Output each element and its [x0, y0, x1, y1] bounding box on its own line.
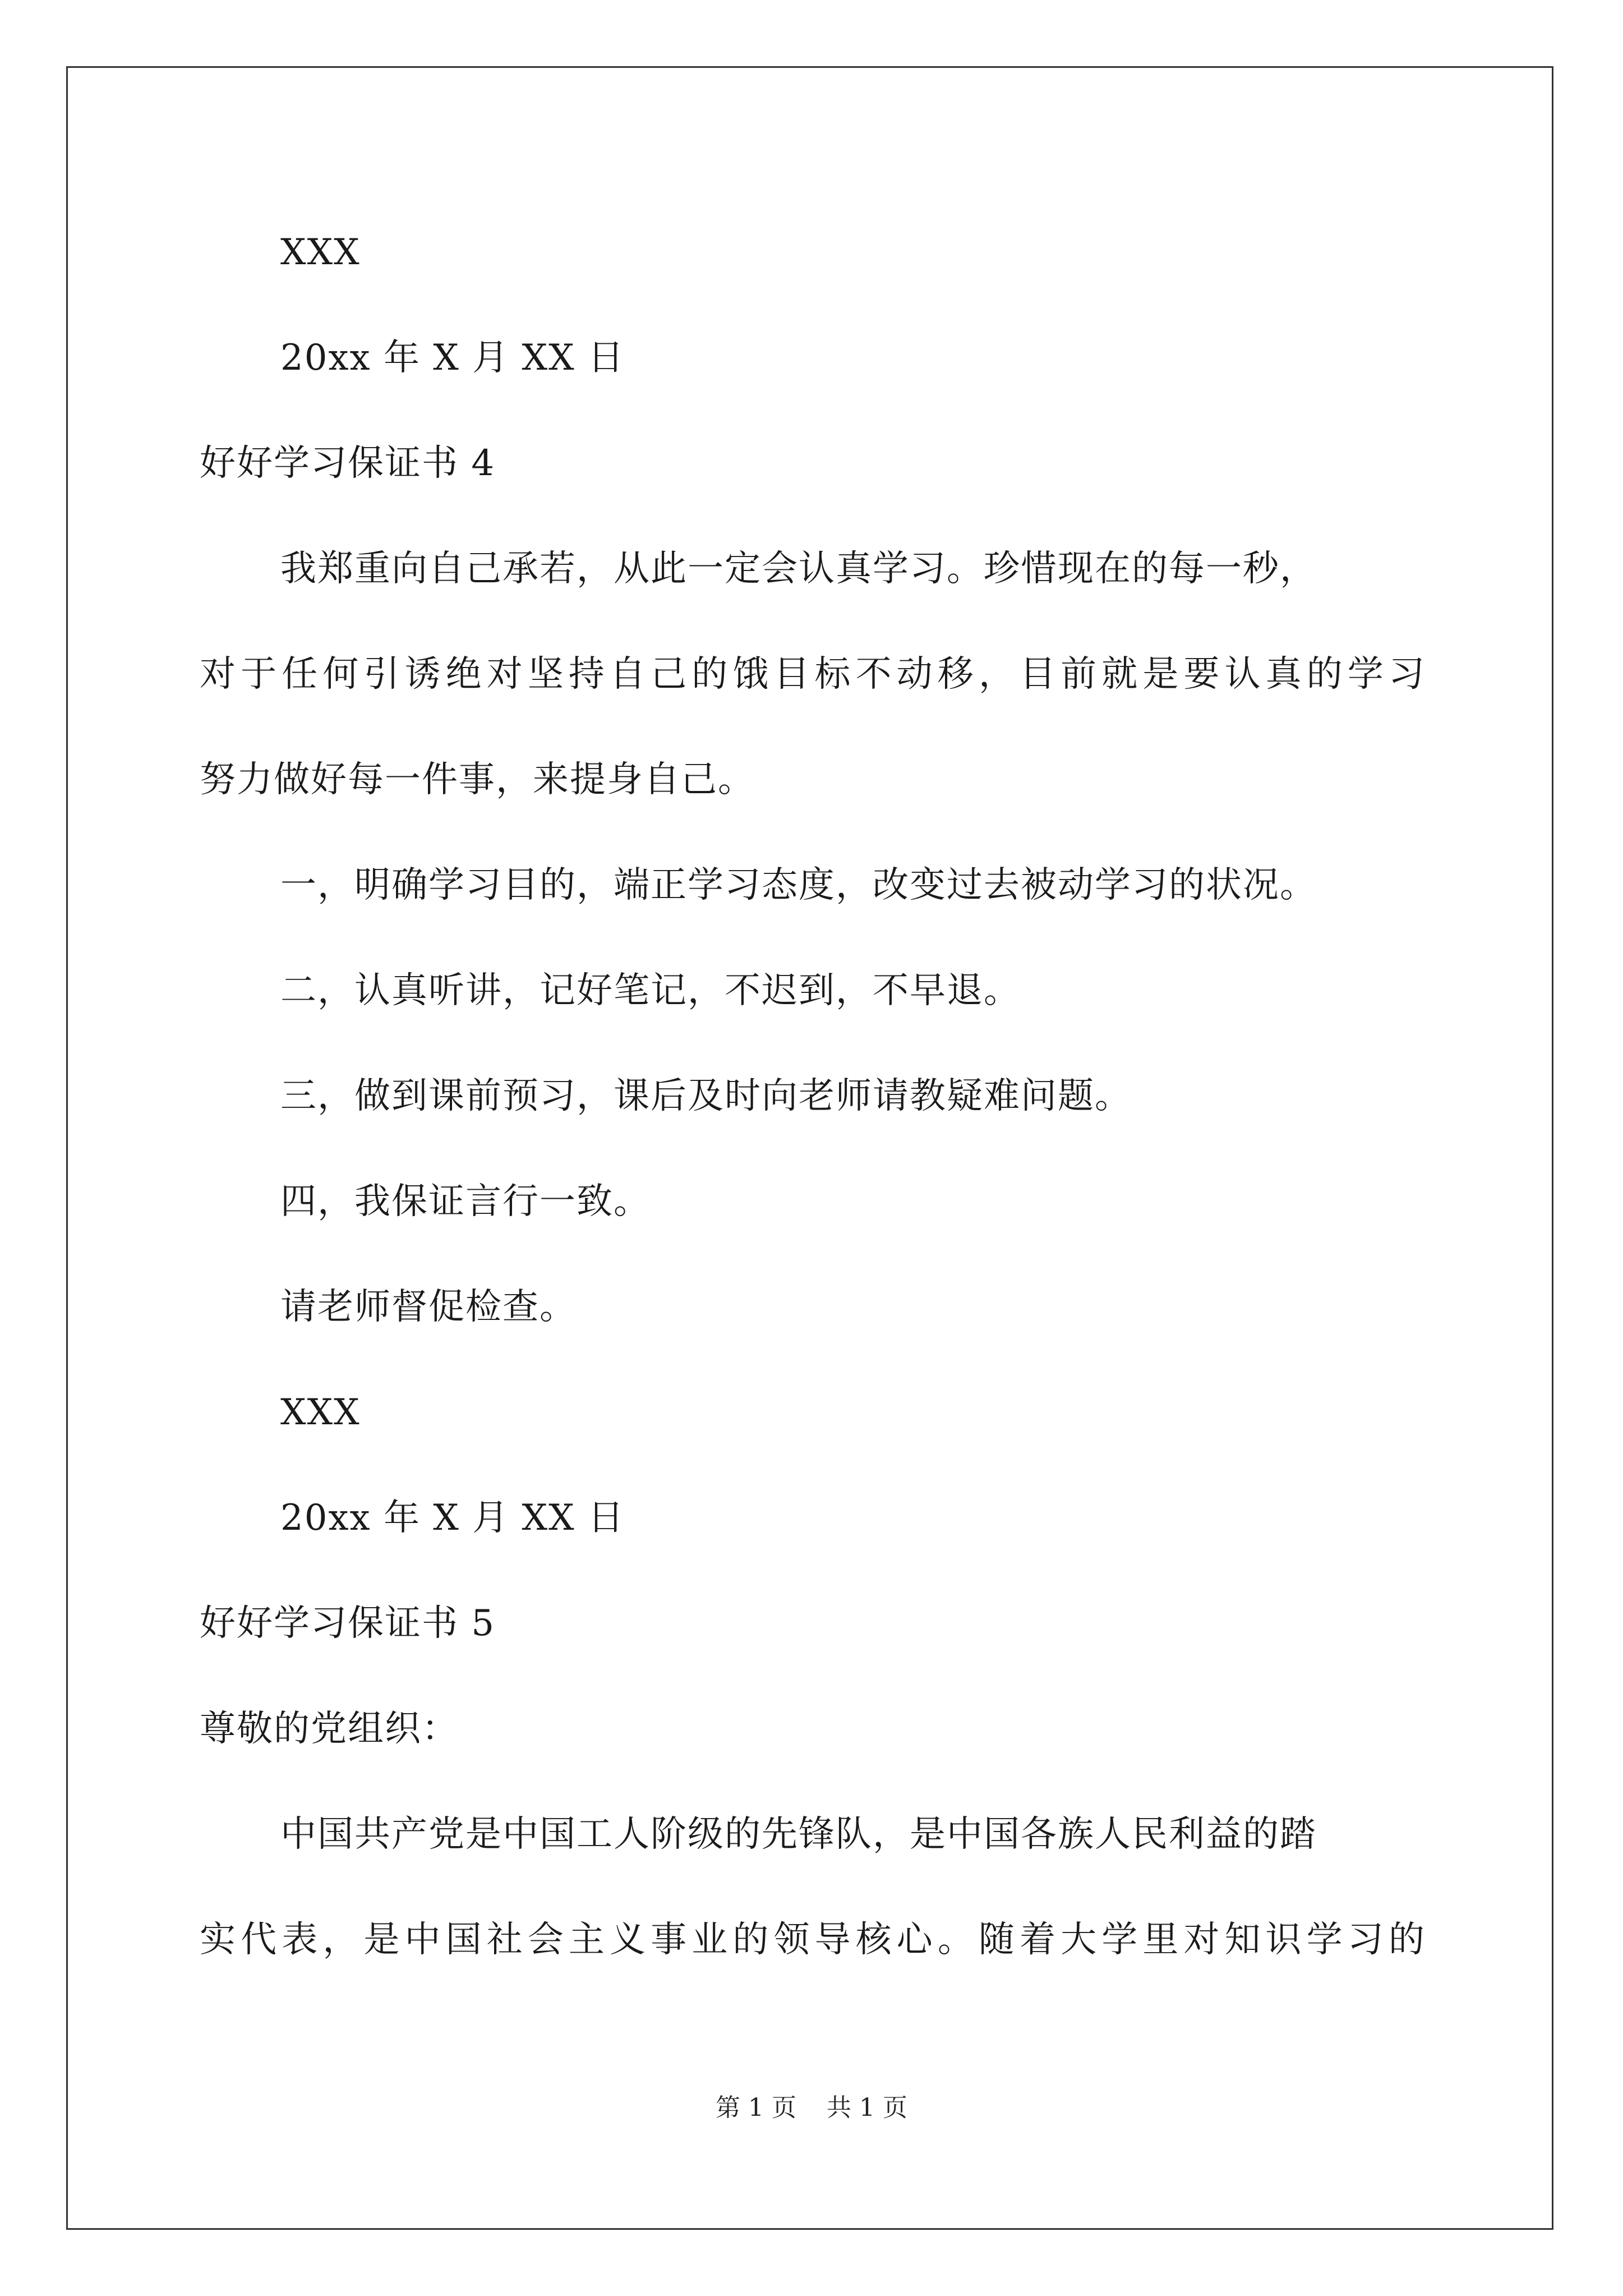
signature-date: 20xx 年 X 月 XX 日 [280, 337, 625, 379]
paragraph-line: 请老师督促检查。 [280, 1286, 577, 1328]
signature-name: XXX [280, 1392, 361, 1433]
paragraph-line: 实代表，是中国社会主义事业的领导核心。随着大学里对知识学习的 [200, 1919, 1426, 1961]
signature-date: 20xx 年 X 月 XX 日 [280, 1497, 625, 1539]
paragraph-line: 努力做好每一件事，来提身自己。 [200, 759, 755, 800]
salutation: 尊敬的党组织： [200, 1708, 459, 1750]
paragraph-line: 对于任何引诱绝对坚持自己的饿目标不动移，目前就是要认真的学习 [200, 654, 1426, 695]
section-heading: 好好学习保证书 4 [200, 443, 496, 484]
page-total: 共 1 页 [827, 2093, 907, 2122]
paragraph-line: 中国共产党是中国工人阶级的先锋队，是中国各族人民利益的踏 [280, 1814, 1317, 1855]
list-item: 四，我保证言行一致。 [280, 1181, 651, 1222]
page-footer [0, 2092, 1623, 2124]
signature-name: XXX [280, 232, 361, 273]
list-item: 一，明确学习目的，端正学习态度，改变过去被动学习的状况。 [280, 864, 1317, 906]
paragraph-line: 我郑重向自己承若，从此一定会认真学习。珍惜现在的每一秒， [280, 548, 1317, 590]
section-heading: 好好学习保证书 5 [200, 1603, 496, 1644]
page-border [66, 66, 1553, 2230]
list-item: 二，认真听讲，记好笔记，不迟到，不早退。 [280, 970, 1021, 1011]
list-item: 三，做到课前预习，课后及时向老师请教疑难问题。 [280, 1075, 1132, 1117]
page-number: 第 1 页 [716, 2093, 796, 2122]
